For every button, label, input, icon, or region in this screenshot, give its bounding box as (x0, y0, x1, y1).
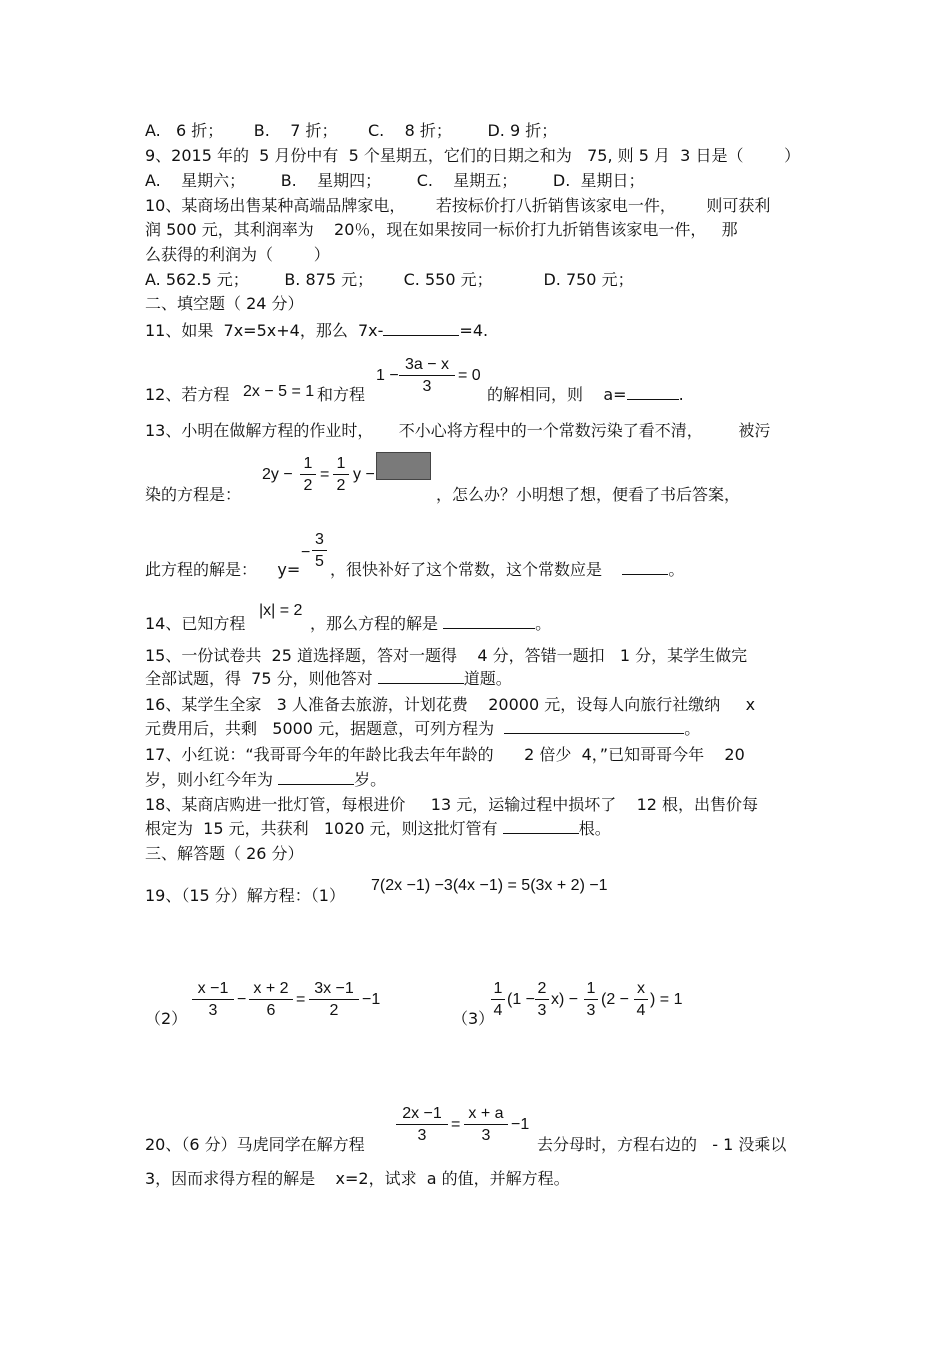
q20-frac-a (396, 1104, 448, 1147)
q19-p3-c-num: 1 (584, 979, 598, 1000)
q19-p3-frac-c (584, 979, 598, 1022)
q20-tail: −1 (511, 1116, 530, 1133)
q10-line2: 润 500 元，其利润率为 20％，现在如果按同一标价打九折销售该家电一件， 那 (145, 220, 738, 239)
q14-eq: |x| = 2 (259, 602, 303, 619)
q20-op: = (451, 1116, 461, 1133)
q17-line2-after: 岁。 (354, 770, 387, 789)
q19-p3-d-den: 4 (636, 1002, 646, 1019)
q10-line1: 10、某商场出售某种高端品牌家电， 若按标价打八折销售该家电一件， 则可获利 (145, 196, 771, 215)
q16-line1: 16、某学生全家 3 人准备去旅游，计划花费 20000 元，设每人向旅行社缴纳 x (145, 695, 756, 714)
section2-heading: 二、填空题（ 24 分） (145, 294, 304, 313)
q18-line2 (145, 819, 611, 839)
q13-sol-minus: − (301, 544, 311, 561)
q11-after: =4. (459, 321, 489, 340)
q15-answer-blank[interactable] (378, 669, 464, 684)
q18-answer-blank[interactable] (503, 819, 579, 834)
q16-answer-blank[interactable] (504, 719, 684, 734)
q16-line2-after: 。 (684, 719, 701, 738)
smudged-constant (376, 452, 431, 480)
q19-p3-a-den: 4 (493, 1002, 503, 1019)
q9-stem: 9、2015 年的 5 月份中有 5 个星期五，它们的日期之和为 75, 则 5 月 3 日是（ ） (145, 146, 801, 165)
q11 (145, 321, 488, 341)
q13-frac2-den: 2 (336, 477, 346, 494)
q19-p3-b-num: 2 (535, 979, 549, 1000)
q19-p2-frac-c (309, 979, 359, 1022)
q18-line2-after: 根。 (578, 819, 611, 838)
q13-line3-end: 。 (668, 560, 685, 579)
q12-prefix: 12、若方程 (145, 385, 230, 404)
q19-p2-label: （2） (145, 1009, 188, 1028)
q10-line3: 么获得的利润为（ ） (145, 245, 330, 264)
q12-suffix-text: 的解相同，则 a= (487, 385, 627, 404)
q13-sol-den: 5 (315, 553, 324, 570)
q13-eq-b: = (320, 466, 330, 483)
q13-frac1-num: 1 (300, 454, 316, 475)
q12-answer-blank[interactable] (627, 385, 679, 400)
q19-p3-t4: ) = 1 (650, 991, 683, 1008)
q11-before: 11、如果 7x=5x+4，那么 7x- (145, 321, 384, 340)
q13-line3-prefix: 此方程的解是： y= (145, 560, 301, 579)
q17-line2-before: 岁，则小红今年为 (145, 770, 274, 789)
q13-frac2 (333, 454, 349, 497)
q11-answer-blank[interactable] (383, 321, 459, 336)
q19-p3-a-num: 1 (491, 979, 505, 1000)
q13-frac2-num: 1 (333, 454, 349, 475)
q12-frac-den: 3 (422, 378, 432, 395)
q16-line2-before: 元费用后，共剩 5000 元，据题意，可列方程为 (145, 719, 495, 738)
q13-line3-suffix (330, 560, 684, 580)
section3-heading: 三、解答题（ 26 分） (145, 844, 304, 863)
q13-line1: 13、小明在做解方程的作业时， 不小心将方程中的一个常数污染了看不清， 被污 (145, 421, 771, 440)
q13-eq-c: y − (353, 466, 375, 483)
q19-p3-t3: (2 − (601, 991, 630, 1008)
q20-line2: 3，因而求得方程的解是 x=2，试求 a 的值，并解方程。 (145, 1169, 570, 1188)
q14-end: 。 (535, 614, 552, 633)
q13-line2-prefix: 染的方程是： (145, 485, 242, 504)
q20-a-num: 2x −1 (396, 1104, 448, 1125)
q13-answer-blank[interactable] (622, 560, 668, 575)
q15-line2 (145, 669, 512, 689)
q9-options: A. 星期六； B. 星期四； C. 星期五； D. 星期日； (145, 171, 645, 190)
q19-p2-frac-a (192, 979, 234, 1022)
q14-suffix-text: ，那么方程的解是 (310, 614, 439, 633)
q12-eq2-right: = 0 (458, 367, 481, 384)
q13-line3-suffix-text: ，很快补好了这个常数，这个常数应是 (330, 560, 603, 579)
q19-p2-tail: −1 (362, 991, 381, 1008)
q19-p2-c-den: 2 (329, 1002, 339, 1019)
q20-a-den: 3 (417, 1127, 427, 1144)
q19-p3-frac-d (634, 979, 648, 1022)
q18-line1: 18、某商店购进一批灯管，每根进价 13 元，运输过程中损坏了 12 根，出售价每 (145, 795, 759, 814)
q19-p3-t2: x) − (551, 991, 579, 1008)
q12-eq2-left: 1 − (376, 367, 399, 384)
q15-line1: 15、一份试卷共 25 道选择题，答对一题得 4 分，答错一题扣 1 分，某学生做完 (145, 646, 748, 665)
q19-p2-b-den: 6 (266, 1002, 276, 1019)
q19-p2-op2: = (296, 991, 306, 1008)
q19-p3-label: （3） (452, 1009, 495, 1028)
q12-fraction (399, 355, 455, 398)
q14-suffix (310, 614, 551, 634)
q13-line2-suffix: ，怎么办？小明想了想，便看了书后答案， (436, 485, 741, 504)
q19-p2-a-num: x −1 (192, 979, 234, 1000)
q19-p2-b-num: x + 2 (249, 979, 293, 1000)
q19-p2-c-num: 3x −1 (309, 979, 359, 1000)
q19-eq1: 7(2x −1) −3(4x −1) = 5(3x + 2) −1 (371, 877, 608, 894)
q19-prefix: 19、（15 分）解方程：（1） (145, 886, 345, 905)
q17-line1: 17、小红说：“我哥哥今年的年龄比我去年年龄的 2 倍少 4，”已知哥哥今年 20 (145, 745, 745, 764)
q20-suffix: 去分母时，方程右边的 - 1 没乘以 (537, 1135, 787, 1154)
q8-options: A. 6 折； B. 7 折； C. 8 折； D. 9 折； (145, 121, 558, 140)
q12-eq1: 2x − 5 = 1 (243, 383, 315, 400)
q17-line2 (145, 770, 386, 790)
q19-p3-frac-b (535, 979, 549, 1022)
q20-b-num: x + a (464, 1104, 508, 1125)
q13-frac1 (300, 454, 316, 497)
q10-options: A. 562.5 元； B. 875 元； C. 550 元； D. 750 元； (145, 270, 634, 289)
q15-line2-after: 道题。 (463, 669, 512, 688)
q19-p2-op1: − (237, 991, 247, 1008)
q19-p3-d-num: x (634, 979, 648, 1000)
q19-p2-a-den: 3 (208, 1002, 218, 1019)
q19-p3-frac-a (491, 979, 505, 1022)
q19-p3-t1: (1 − (507, 991, 536, 1008)
q14-answer-blank[interactable] (443, 614, 535, 629)
q18-line2-before: 根定为 15 元，共获利 1020 元，则这批灯管有 (145, 819, 498, 838)
q13-eq-a: 2y − (262, 466, 293, 483)
q12-mid: 和方程 (317, 385, 366, 404)
q19-p2-frac-b (249, 979, 293, 1022)
q13-solution-fraction (312, 530, 327, 573)
q19-p3-b-den: 3 (537, 1002, 547, 1019)
q12-end: . (678, 385, 684, 404)
q20-frac-b (464, 1104, 508, 1147)
q20-prefix: 20、（6 分）马虎同学在解方程 (145, 1135, 365, 1154)
q17-answer-blank[interactable] (278, 770, 354, 785)
q19-p3-c-den: 3 (586, 1002, 596, 1019)
q14-prefix: 14、已知方程 (145, 614, 246, 633)
q13-sol-num: 3 (312, 530, 327, 551)
q12-suffix (487, 385, 684, 405)
q12-frac-num: 3a − x (399, 355, 455, 376)
q15-line2-before: 全部试题，得 75 分，则他答对 (145, 669, 373, 688)
q20-b-den: 3 (481, 1127, 491, 1144)
q13-frac1-den: 2 (303, 477, 313, 494)
q16-line2 (145, 719, 700, 739)
